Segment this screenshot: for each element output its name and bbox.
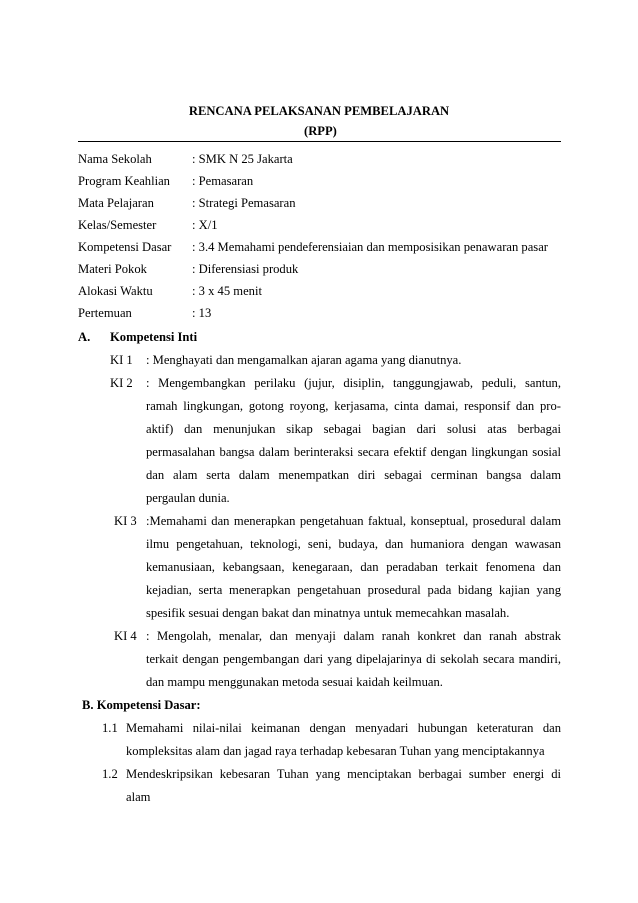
kd-number: 1.2	[102, 767, 118, 781]
ki-line: spesifik sesuai dengan bakat dan minatnya untuk memecahkan masalah.	[146, 606, 510, 620]
identity-value: : SMK N 25 Jakarta	[192, 152, 293, 166]
ki-line: : Mengembangkan perilaku (jujur, disiplin, tanggungjawab, peduli, santun,	[146, 376, 561, 390]
ki-line: pergaulan dunia.	[146, 491, 230, 505]
kd-number: 1.1	[102, 721, 118, 735]
identity-value: : 3 x 45 menit	[192, 284, 262, 298]
document-subtitle: (RPP)	[304, 124, 337, 138]
ki-line: ramah lingkungan, gotong royong, kerjasama, cinta damai, responsif dan pro-	[146, 399, 561, 413]
identity-label: Program Keahlian	[78, 174, 170, 188]
identity-value: : 3.4 Memahami pendeferensiaian dan memposisikan penawaran pasar	[192, 240, 548, 254]
kd-line: alam	[126, 790, 151, 804]
ki-code: KI 2	[110, 376, 133, 390]
ki-line: : Menghayati dan mengamalkan ajaran agama yang dianutnya.	[146, 353, 462, 367]
ki-line: permasalahan bangsa dalam berinteraksi secara efektif dengan lingkungan sosial	[146, 445, 561, 459]
kd-line: Mendeskripsikan kebesaran Tuhan yang menciptakan berbagai sumber energi di	[126, 767, 561, 781]
ki-code: KI 4	[114, 629, 137, 643]
ki-line: aktif) dan menunjukan sikap sebagai bagian dari solusi atas berbagai	[146, 422, 561, 436]
identity-value: : X/1	[192, 218, 218, 232]
ki-line: ilmu pengetahuan, teknologi, seni, budaya, dan humaniora dengan wawasan	[146, 537, 561, 551]
document-title: RENCANA PELAKSANAN PEMBELAJARAN	[188, 104, 450, 118]
kd-line: kompleksitas alam dan jagad raya terhadap kebesaran Tuhan yang menciptakannya	[126, 744, 545, 758]
ki-line: dan mampu menggunakan metoda sesuai kaidah keilmuan.	[146, 675, 443, 689]
ki-code: KI 3	[114, 514, 137, 528]
ki-line: : Mengolah, menalar, dan menyaji dalam ranah konkret dan ranah abstrak	[146, 629, 561, 643]
identity-label: Pertemuan	[78, 306, 132, 320]
title-divider	[78, 141, 561, 142]
identity-value: : Diferensiasi produk	[192, 262, 299, 276]
identity-value: : 13	[192, 306, 212, 320]
identity-label: Materi Pokok	[78, 262, 147, 276]
identity-label: Alokasi Waktu	[78, 284, 153, 298]
ki-line: :Memahami dan menerapkan pengetahuan faktual, konseptual, prosedural dalam	[146, 514, 561, 528]
ki-code: KI 1	[110, 353, 133, 367]
identity-label: Nama Sekolah	[78, 152, 152, 166]
ki-line: dan alam serta dalam menempatkan diri sebagai cerminan bangsa dalam	[146, 468, 561, 482]
kd-line: Memahami nilai-nilai keimanan dengan menyadari hubungan keteraturan dan	[126, 721, 561, 735]
section-heading: B. Kompetensi Dasar:	[82, 698, 201, 712]
ki-line: terkait dengan pengembangan dari yang dipelajarinya di sekolah secara mandiri,	[146, 652, 561, 666]
ki-line: kemanusiaan, kebangsaan, kenegaraan, dan peradaban terkait fenomena dan	[146, 560, 561, 574]
section-heading: Kompetensi Inti	[110, 330, 198, 344]
identity-value: : Strategi Pemasaran	[192, 196, 296, 210]
identity-value: : Pemasaran	[192, 174, 254, 188]
identity-label: Kompetensi Dasar	[78, 240, 172, 254]
section-letter: A.	[78, 330, 91, 344]
ki-line: kejadian, serta menerapkan pengetahuan prosedural pada bidang kajian yang	[146, 583, 561, 597]
identity-label: Mata Pelajaran	[78, 196, 154, 210]
identity-label: Kelas/Semester	[78, 218, 157, 232]
